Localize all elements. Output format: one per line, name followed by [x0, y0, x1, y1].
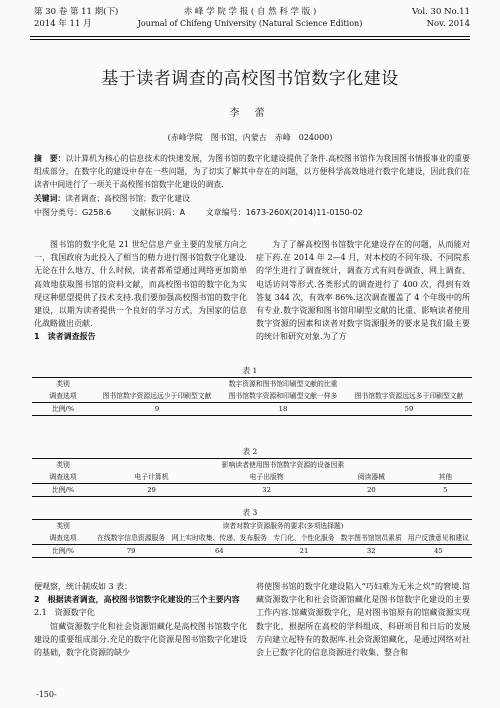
table3-value: 64 — [214, 547, 224, 555]
left-column-bottom — [34, 580, 247, 659]
resource-paragraph-continued: 将使图书馆的数字化建设陷入“巧妇难为无米之炊”的窘境.馆藏资源数字化和社会资源馆藏化是图书馆数字化建设的主要工作内容.馆藏资源数字化，是对图书馆原有的馆藏资源实现数字化，根据所在高校的学科组成、科研项目和日后的发展方向建立起特有的数据库.社会资源馆藏化，是通过网络对社会上已数字化的信息资源进行收集、整合和 — [256, 582, 470, 658]
author-name: 李 蕾 — [229, 108, 271, 119]
table3-option: 在线数字信息资源服务 — [97, 534, 166, 542]
section-heading-1: 1 读者调查报告 — [34, 332, 96, 342]
keywords-label: 关键词： — [34, 194, 66, 203]
table1-option: 图书馆数字资源远远多于印刷型文献 — [354, 392, 464, 400]
classification-line — [34, 207, 474, 219]
table2-option: 阅读器械 — [357, 473, 385, 481]
table2-value: 32 — [262, 486, 271, 494]
table3-value: 21 — [299, 547, 309, 555]
table3-value: 45 — [434, 547, 443, 555]
table1-value: 18 — [278, 405, 288, 413]
table3 — [32, 519, 472, 558]
page-number: -150- — [36, 690, 57, 699]
header-rule-thin — [30, 39, 470, 40]
left-column-top — [34, 238, 247, 344]
volume-issue: 第 30 卷 第 11 期(下) — [34, 7, 119, 17]
clc-number: 中图分类号：G258.6 — [34, 208, 112, 217]
abstract-text: 以计算机为核心的信息技术的快速发展，为图书馆的数字化建设提供了条件.高校图书馆作为我国图书情报事业的重要组成部分，在数字化的建设中存在一些问题，为了切实了解其中存在的问题，以方便科学高效地进行数字化建设，因此我们在读者中间进行了一项关于高校图书馆数字化建设的调查. — [34, 154, 470, 189]
issue-date: 2014 年 11 月 — [34, 19, 92, 29]
table3-group-header: 读者对数字资源服务的要求(多项选择题) — [222, 522, 344, 530]
table2-option-header: 调查选项 — [49, 473, 77, 481]
author-affiliation: (赤峰学院 图书馆，内蒙古 赤峰 024000) — [167, 133, 333, 142]
article-title: 基于读者调查的高校图书馆数字化建设 — [101, 69, 399, 89]
volume-en: Vol. 30 No.11 — [411, 7, 470, 17]
table3-option: 专门化、个性化服务 — [273, 534, 335, 542]
intro-paragraph: 图书馆的数字化是 21 世纪信息产业主要的发展方向之一，我国政府为此投入了相当的精力进行图书馆数字化建设.无论在什么地方、什么时候，读者都希望通过网络更加简单高效地获取图书馆的资料文献，而高校图书馆的数字化为实现这种愿望提供了技术支持.我们要加强高校图书馆的数字化建设，以期为读者提供一个良好的学习方式，为国家的信息化战略做出贡献. — [34, 240, 247, 329]
table2-ratio-header: 比例/% — [51, 486, 75, 494]
header-right — [412, 6, 470, 30]
table3-option: 用户反馈意见和建议 — [407, 534, 469, 542]
right-column-bottom — [256, 580, 470, 659]
running-header — [0, 0, 500, 50]
abstract-label: 摘 要： — [34, 154, 66, 163]
table1-option-header: 调查选项 — [49, 392, 77, 400]
table2-value: 29 — [147, 486, 156, 494]
table3-value: 79 — [126, 547, 136, 555]
keywords — [34, 193, 470, 205]
table3-ratio-header: 比例/% — [51, 547, 75, 555]
abstract — [34, 152, 470, 191]
keywords-text: 读者调查；高校图书馆；数字化建设 — [65, 194, 190, 203]
table2-option: 其他 — [438, 473, 453, 481]
section-heading-2-1: 2.1 资源数字化 — [34, 608, 95, 618]
section-heading-2: 2 根据读者调查，高校图书馆数字化建设的三个主要内容 — [34, 595, 240, 605]
date-en: Nov. 2014 — [426, 19, 470, 29]
table3-option: 数字图书馆馆员素质 — [340, 534, 402, 542]
table-lead-in: 便观察，统计制成如 3 表： — [34, 582, 133, 591]
table2-value: 20 — [367, 486, 376, 494]
table3-type-header: 类别 — [56, 522, 70, 530]
resource-paragraph: 馆藏资源数字化和社会资源馆藏化是高校图书馆数字化建设的重要组成部分.充足的数字化资源是图书馆数字化建设的基础，数字化资源的缺少 — [34, 621, 247, 658]
journal-name-en: Journal of Chifeng University (Natural Science Edition) — [137, 19, 363, 28]
journal-name-cn: 赤 峰 学 院 学 报 ( 自 然 科 学 版 ) — [183, 7, 317, 17]
table2-caption: 表 2 — [242, 447, 258, 456]
table2-group-header: 影响读者使用图书馆数字资源的设备因素 — [221, 461, 345, 469]
right-column-top — [256, 238, 470, 344]
table3-option-header: 调查选项 — [49, 534, 77, 542]
header-rule-thick — [30, 36, 470, 37]
table1-option: 图书馆数字资源和印刷型文献一样多 — [228, 392, 338, 400]
table3-value: 32 — [366, 547, 376, 555]
table2-option: 电子出版物 — [249, 473, 284, 481]
table1-type-header: 类别 — [56, 380, 70, 388]
article-number: 文章编号：1673-260X(2014)11-0150-02 — [205, 208, 363, 217]
table1-ratio-header: 比例/% — [51, 405, 75, 413]
table3-caption: 表 3 — [242, 508, 258, 517]
table2-value: 5 — [443, 486, 448, 494]
document-code: 文献标识码：A — [131, 208, 186, 217]
table1-option: 图书馆数字资源远远少于印刷型文献 — [102, 392, 212, 400]
table1-value: 9 — [154, 405, 160, 413]
table3-option: 网上实时收集、传递、发布服务 — [171, 534, 267, 542]
table2-type-header: 类别 — [56, 461, 70, 469]
table2 — [32, 458, 472, 497]
table1 — [32, 377, 472, 416]
table2-option: 电子计算机 — [134, 473, 169, 481]
table1-caption: 表 1 — [242, 366, 258, 375]
table1-value: 59 — [404, 405, 414, 413]
survey-paragraph: 为了了解高校图书馆数字化建设存在的问题，从而能对症下药.在 2014 年 2—4 月，对本校的不同年级、不同院系的学生进行了调查统计，调查方式有问卷调查、网上调查、电话访问等形式.各类形式的调查进行了 400 次，得到有效答复 344 次，有效率 86%.这次调查覆盖了 4 个年级中的所有专业.数字资源和图书馆印刷型文献的比重、影响读者使用数字资源的因素和读者对数字资源服务的要求是我们最主要的统计和研究对象.为了方 — [256, 240, 470, 342]
table1-group-header: 数字资源和图书馆印刷型文献的比重 — [228, 380, 338, 388]
